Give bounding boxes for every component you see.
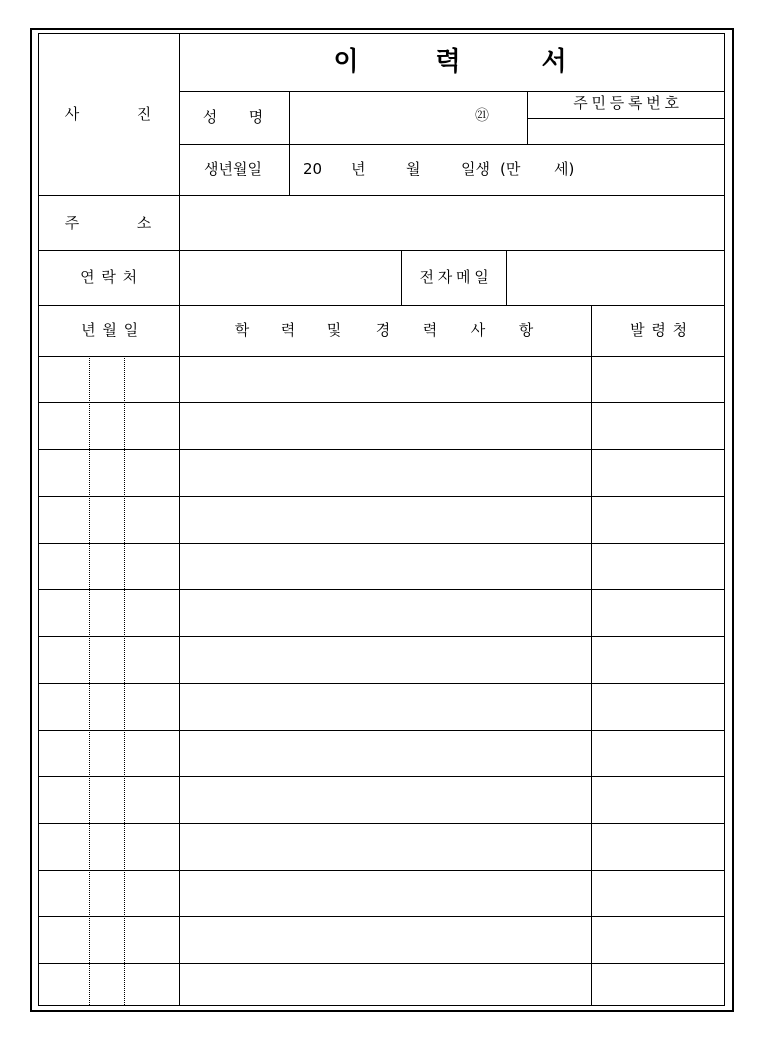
address-label-2: 소 <box>136 214 152 232</box>
table-row <box>38 730 725 731</box>
birth-date-label: 생년월일 <box>204 160 262 178</box>
history-date-header: 년월일 <box>81 321 145 339</box>
title-char-3: 서 <box>541 47 567 77</box>
resume-form <box>30 28 734 1012</box>
age-open: (만 <box>500 160 521 178</box>
history-content-header-1: 학 <box>234 321 250 339</box>
address-field[interactable] <box>180 196 724 250</box>
frame-right <box>724 33 725 1006</box>
table-row <box>38 543 725 544</box>
table-row <box>38 776 725 777</box>
seal-mark: ㉑ <box>475 108 489 124</box>
photo-label-1: 사 <box>64 105 80 123</box>
table-row <box>38 963 725 964</box>
name-label-2: 명 <box>248 108 264 126</box>
title-char-1: 이 <box>333 47 359 77</box>
issuer-column-divider <box>591 305 592 1006</box>
table-row <box>38 683 725 684</box>
table-row <box>38 449 725 450</box>
resident-number-field[interactable] <box>528 119 724 144</box>
contact-field[interactable] <box>180 251 401 305</box>
table-row <box>38 402 725 403</box>
address-label-1: 주 <box>64 214 80 232</box>
name-label-1: 성 <box>202 108 218 126</box>
email-label: 전자메일 <box>419 268 493 286</box>
history-header-divider <box>38 356 725 357</box>
table-row <box>38 496 725 497</box>
table-row <box>38 870 725 871</box>
birth-year-unit: 년 <box>351 160 366 178</box>
history-content-header-7: 항 <box>518 321 534 339</box>
label-column-divider <box>179 33 180 1006</box>
table-row <box>38 636 725 637</box>
contact-label: 연락처 <box>80 268 144 286</box>
email-label-left-divider <box>401 250 402 306</box>
contact-bottom-divider <box>38 305 725 306</box>
name-field[interactable] <box>290 92 526 144</box>
birth-month-unit: 월 <box>406 160 421 178</box>
history-content-header-5: 력 <box>422 321 438 339</box>
frame-top <box>38 33 725 34</box>
history-content-header-3: 및 <box>326 321 342 339</box>
title-char-2: 력 <box>435 47 461 77</box>
frame-bottom <box>38 1005 725 1006</box>
email-field[interactable] <box>507 251 724 305</box>
history-issuer-header: 발령청 <box>630 321 694 339</box>
birth-year-prefix[interactable]: 20 <box>303 160 323 178</box>
history-content-header-2: 력 <box>280 321 296 339</box>
photo-label-2: 진 <box>136 105 152 123</box>
table-row <box>38 823 725 824</box>
date-year-month-divider <box>89 356 90 1005</box>
date-month-day-divider <box>124 356 125 1005</box>
name-row-divider <box>179 144 725 145</box>
age-close: 세) <box>554 160 575 178</box>
history-content-header-4: 경 <box>375 321 391 339</box>
table-row <box>38 916 725 917</box>
history-content-header-6: 사 <box>470 321 486 339</box>
birth-day-unit: 일생 <box>461 160 490 178</box>
resident-number-label: 주민등록번호 <box>573 94 683 112</box>
frame-left <box>38 33 39 1006</box>
table-row <box>38 589 725 590</box>
